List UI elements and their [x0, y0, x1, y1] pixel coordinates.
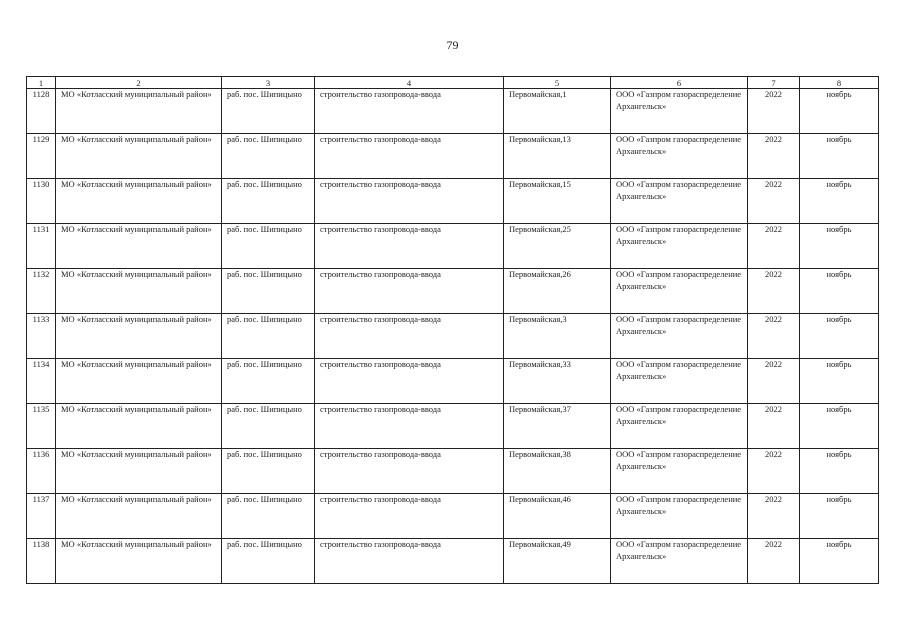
municipality-cell: МО «Котласский муниципальный район»: [56, 314, 222, 359]
row-number: 1136: [27, 449, 56, 494]
organization-cell: ООО «Газпром газораспределение Архангельск»: [611, 269, 748, 314]
settlement-cell: раб. пос. Шипицыно: [222, 494, 315, 539]
settlement-cell: раб. пос. Шипицыно: [222, 134, 315, 179]
municipality-cell: МО «Котласский муниципальный район»: [56, 224, 222, 269]
municipality-cell: МО «Котласский муниципальный район»: [56, 359, 222, 404]
organization-cell: ООО «Газпром газораспределение Архангельск»: [611, 179, 748, 224]
table-row: [27, 314, 879, 359]
year-cell: 2022: [748, 494, 800, 539]
year-cell: 2022: [748, 449, 800, 494]
year-cell: 2022: [748, 269, 800, 314]
address-cell: Первомайская,1: [504, 89, 611, 134]
table-row: [27, 224, 879, 269]
work-type-cell: строительство газопровода-ввода: [315, 269, 504, 314]
year-cell: 2022: [748, 539, 800, 584]
row-number: 1134: [27, 359, 56, 404]
municipality-cell: МО «Котласский муниципальный район»: [56, 269, 222, 314]
table-row: [27, 269, 879, 314]
year-cell: 2022: [748, 359, 800, 404]
organization-cell: ООО «Газпром газораспределение Архангельск»: [611, 539, 748, 584]
year-cell: 2022: [748, 224, 800, 269]
table-row: [27, 539, 879, 584]
row-number: 1130: [27, 179, 56, 224]
work-type-cell: строительство газопровода-ввода: [315, 314, 504, 359]
table-row: [27, 449, 879, 494]
organization-cell: ООО «Газпром газораспределение Архангельск»: [611, 449, 748, 494]
row-number: 1128: [27, 89, 56, 134]
page-number: 79: [446, 38, 459, 52]
row-number: 1129: [27, 134, 56, 179]
municipality-cell: МО «Котласский муниципальный район»: [56, 134, 222, 179]
settlement-cell: раб. пос. Шипицыно: [222, 314, 315, 359]
month-cell: ноябрь: [800, 269, 879, 314]
address-cell: Первомайская,13: [504, 134, 611, 179]
month-cell: ноябрь: [800, 449, 879, 494]
municipality-cell: МО «Котласский муниципальный район»: [56, 404, 222, 449]
settlement-cell: раб. пос. Шипицыно: [222, 269, 315, 314]
municipality-cell: МО «Котласский муниципальный район»: [56, 449, 222, 494]
column-header: 8: [800, 77, 879, 89]
row-number: 1133: [27, 314, 56, 359]
address-cell: Первомайская,49: [504, 539, 611, 584]
row-number: 1138: [27, 539, 56, 584]
work-type-cell: строительство газопровода-ввода: [315, 449, 504, 494]
table-row: [27, 134, 879, 179]
settlement-cell: раб. пос. Шипицыно: [222, 224, 315, 269]
year-cell: 2022: [748, 89, 800, 134]
organization-cell: ООО «Газпром газораспределение Архангельск»: [611, 494, 748, 539]
month-cell: ноябрь: [800, 314, 879, 359]
column-number-row: [27, 77, 879, 89]
table-row: [27, 179, 879, 224]
address-cell: Первомайская,15: [504, 179, 611, 224]
organization-cell: ООО «Газпром газораспределение Архангельск»: [611, 134, 748, 179]
work-type-cell: строительство газопровода-ввода: [315, 89, 504, 134]
table-row: [27, 404, 879, 449]
address-cell: Первомайская,3: [504, 314, 611, 359]
column-header: 6: [611, 77, 748, 89]
settlement-cell: раб. пос. Шипицыно: [222, 539, 315, 584]
municipality-cell: МО «Котласский муниципальный район»: [56, 89, 222, 134]
row-number: 1137: [27, 494, 56, 539]
table-row: [27, 89, 879, 134]
organization-cell: ООО «Газпром газораспределение Архангельск»: [611, 224, 748, 269]
work-type-cell: строительство газопровода-ввода: [315, 494, 504, 539]
municipality-cell: МО «Котласский муниципальный район»: [56, 539, 222, 584]
table-row: [27, 359, 879, 404]
month-cell: ноябрь: [800, 179, 879, 224]
municipality-cell: МО «Котласский муниципальный район»: [56, 494, 222, 539]
table-row: [27, 494, 879, 539]
organization-cell: ООО «Газпром газораспределение Архангельск»: [611, 359, 748, 404]
settlement-cell: раб. пос. Шипицыно: [222, 449, 315, 494]
year-cell: 2022: [748, 404, 800, 449]
column-header: 2: [56, 77, 222, 89]
organization-cell: ООО «Газпром газораспределение Архангельск»: [611, 314, 748, 359]
year-cell: 2022: [748, 314, 800, 359]
gas-pipeline-table: [26, 76, 879, 584]
row-number: 1132: [27, 269, 56, 314]
municipality-cell: МО «Котласский муниципальный район»: [56, 179, 222, 224]
row-number: 1135: [27, 404, 56, 449]
address-cell: Первомайская,38: [504, 449, 611, 494]
column-header: 3: [222, 77, 315, 89]
address-cell: Первомайская,26: [504, 269, 611, 314]
column-header: 7: [748, 77, 800, 89]
month-cell: ноябрь: [800, 539, 879, 584]
address-cell: Первомайская,33: [504, 359, 611, 404]
column-header: 1: [27, 77, 56, 89]
work-type-cell: строительство газопровода-ввода: [315, 359, 504, 404]
month-cell: ноябрь: [800, 134, 879, 179]
month-cell: ноябрь: [800, 404, 879, 449]
settlement-cell: раб. пос. Шипицыно: [222, 179, 315, 224]
month-cell: ноябрь: [800, 224, 879, 269]
organization-cell: ООО «Газпром газораспределение Архангельск»: [611, 404, 748, 449]
organization-cell: ООО «Газпром газораспределение Архангельск»: [611, 89, 748, 134]
month-cell: ноябрь: [800, 359, 879, 404]
settlement-cell: раб. пос. Шипицыно: [222, 404, 315, 449]
work-type-cell: строительство газопровода-ввода: [315, 539, 504, 584]
work-type-cell: строительство газопровода-ввода: [315, 224, 504, 269]
month-cell: ноябрь: [800, 494, 879, 539]
address-cell: Первомайская,25: [504, 224, 611, 269]
year-cell: 2022: [748, 134, 800, 179]
address-cell: Первомайская,37: [504, 404, 611, 449]
settlement-cell: раб. пос. Шипицыно: [222, 89, 315, 134]
year-cell: 2022: [748, 179, 800, 224]
settlement-cell: раб. пос. Шипицыно: [222, 359, 315, 404]
table-body: [27, 77, 879, 584]
address-cell: Первомайская,46: [504, 494, 611, 539]
column-header: 5: [504, 77, 611, 89]
work-type-cell: строительство газопровода-ввода: [315, 404, 504, 449]
work-type-cell: строительство газопровода-ввода: [315, 179, 504, 224]
column-header: 4: [315, 77, 504, 89]
work-type-cell: строительство газопровода-ввода: [315, 134, 504, 179]
row-number: 1131: [27, 224, 56, 269]
month-cell: ноябрь: [800, 89, 879, 134]
